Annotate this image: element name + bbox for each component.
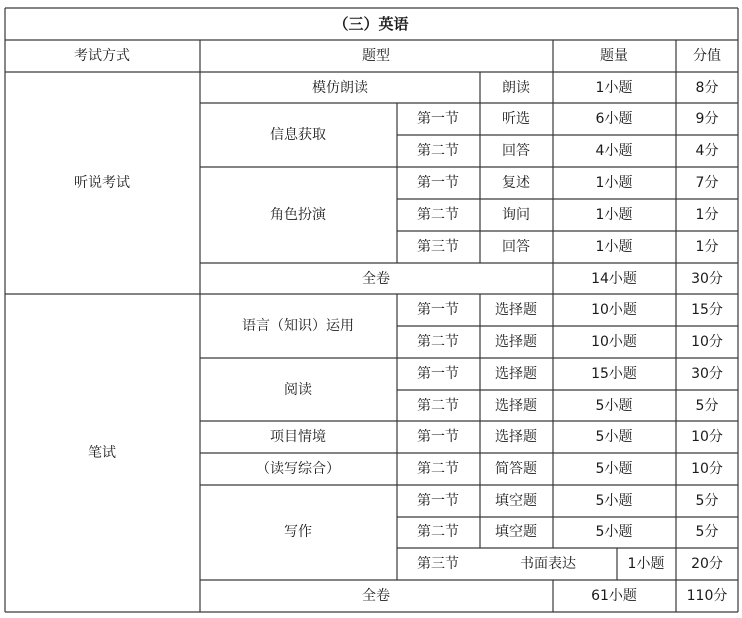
score-cell: 10分: [691, 334, 723, 350]
count-cell: 1小题: [595, 239, 633, 255]
task-cell: 填空题: [495, 524, 537, 540]
section-cell: 第一节: [417, 175, 459, 191]
count-cell: 4小题: [595, 143, 633, 159]
score-cell: 20分: [691, 556, 723, 572]
count-cell: 1小题: [595, 175, 633, 191]
score-cell: 30分: [691, 366, 723, 382]
total-count-written: 61小题: [591, 588, 637, 604]
task-cell: 填空题: [495, 493, 537, 509]
score-imitation: 8分: [695, 80, 719, 96]
score-cell: 9分: [695, 111, 719, 127]
count-cell: 5小题: [595, 461, 633, 477]
section-cell: 第二节: [417, 143, 459, 159]
count-cell: 1小题: [627, 556, 665, 572]
score-cell: 1分: [695, 239, 719, 255]
section-cell: 第二节: [417, 524, 459, 540]
section-cell: 第一节: [417, 111, 459, 127]
task-cell: 听选: [502, 111, 530, 127]
section-cell: 第二节: [417, 461, 459, 477]
count-cell: 1小题: [595, 207, 633, 223]
item-project-context: 项目情境: [270, 429, 326, 445]
task-cell: 选择题: [495, 302, 537, 318]
task-cell: 书面表达: [520, 556, 576, 572]
count-cell: 6小题: [595, 111, 633, 127]
score-cell: 10分: [691, 429, 723, 445]
task-cell: 选择题: [495, 366, 537, 382]
item-reading: 阅读: [284, 382, 312, 398]
item-info: 信息获取: [270, 127, 326, 143]
count-cell: 10小题: [591, 302, 637, 318]
header-score: 分值: [693, 48, 721, 64]
item-role-play: 角色扮演: [270, 207, 326, 223]
section-cell: 第二节: [417, 398, 459, 414]
table-title: （三）英语: [333, 15, 409, 33]
section-cell: 第一节: [417, 493, 459, 509]
task-cell: 选择题: [495, 334, 537, 350]
task-cell: 回答: [502, 143, 530, 159]
count-cell: 5小题: [595, 429, 633, 445]
total-score-written: 110分: [686, 588, 728, 604]
section-cell: 第二节: [417, 207, 459, 223]
section-cell: 第一节: [417, 429, 459, 445]
count-cell: 5小题: [595, 493, 633, 509]
task-cell: 询问: [502, 207, 530, 223]
total-label-listening: 全卷: [362, 271, 390, 287]
score-cell: 1分: [695, 207, 719, 223]
score-cell: 15分: [691, 302, 723, 318]
section-cell: 第二节: [417, 334, 459, 350]
count-imitation: 1小题: [595, 80, 633, 96]
score-cell: 4分: [695, 143, 719, 159]
task-cell: 选择题: [495, 429, 537, 445]
task-reading-aloud: 朗读: [502, 80, 530, 96]
count-cell: 5小题: [595, 524, 633, 540]
section-cell: 第三节: [417, 239, 459, 255]
section-cell: 第一节: [417, 366, 459, 382]
score-cell: 7分: [695, 175, 719, 191]
item-imitation: 模仿朗读: [312, 80, 368, 96]
header-mode: 考试方式: [74, 48, 130, 64]
header-count: 题量: [600, 48, 628, 64]
total-count-listening: 14小题: [591, 271, 637, 287]
score-cell: 5分: [695, 398, 719, 414]
task-cell: 复述: [502, 175, 530, 191]
count-cell: 15小题: [591, 366, 637, 382]
mode-listening-speaking: 听说考试: [74, 175, 130, 191]
count-cell: 5小题: [595, 398, 633, 414]
task-cell: 简答题: [495, 461, 537, 477]
total-score-listening: 30分: [691, 271, 723, 287]
mode-written: 笔试: [88, 445, 116, 461]
item-writing: 写作: [284, 524, 312, 540]
item-reading-writing: （读写综合）: [256, 461, 340, 477]
item-language-use: 语言（知识）运用: [242, 318, 354, 334]
total-label-written: 全卷: [362, 588, 390, 604]
section-cell: 第三节: [417, 556, 459, 572]
count-cell: 10小题: [591, 334, 637, 350]
task-cell: 回答: [502, 239, 530, 255]
score-cell: 5分: [695, 524, 719, 540]
section-cell: 第一节: [417, 302, 459, 318]
task-cell: 选择题: [495, 398, 537, 414]
header-type: 题型: [362, 48, 390, 64]
score-cell: 5分: [695, 493, 719, 509]
score-cell: 10分: [691, 461, 723, 477]
